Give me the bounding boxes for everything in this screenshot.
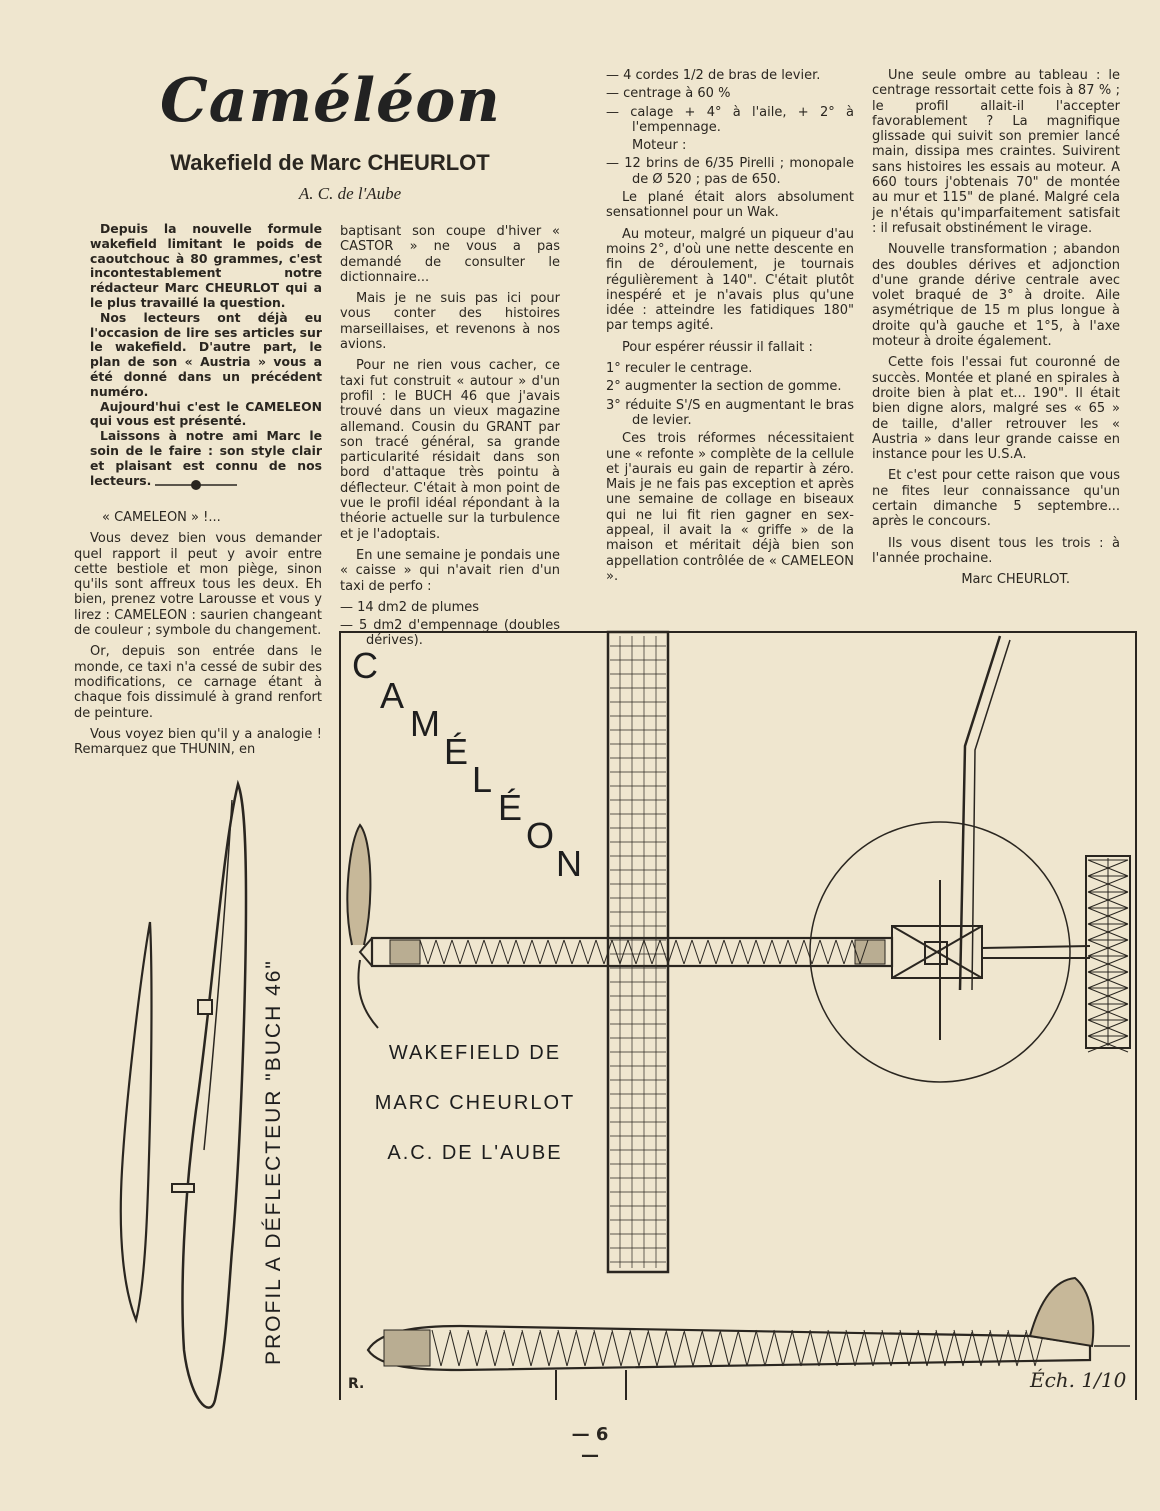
paragraph: baptisant son coupe d'hiver « CASTOR » ne vous a pas demandé de consulter le dictionnaire...	[340, 224, 560, 285]
paragraph: Au moteur, malgré un piqueur d'au moins 2°, d'où une nette descente en fin de déroulement, je tournais régulièrement à 140". C'était plutôt inespéré et je n'avais plus qu'une idée : atteindre les fatidiques 180" par temps agité.	[606, 226, 854, 334]
plan-caption-line-3: A.C. DE L'AUBE	[387, 1142, 563, 1164]
paragraph: Cette fois l'essai fut couronné de succès. Montée et plané en spirales à droite bien à plat et... 190". Il était bien digne alors, malgré ses « 65 » de taille, d'aller retrouver les « Austria » dans leur grande caisse en instance pour les U.S.A.	[872, 355, 1120, 463]
airfoil-small	[121, 922, 152, 1320]
paragraph: Ils vous disent tous les trois : à l'année prochaine.	[872, 535, 1120, 566]
paragraph: En une semaine je pondais une « caisse » qui n'avait rien d'un taxi de perfo :	[340, 547, 560, 594]
page-number: — 6 —	[571, 1424, 609, 1466]
paragraph: Pour ne rien vous cacher, ce taxi fut construit « autour » d'un profil : le BUCH 46 que j'avais trouvé dans un vieux magazine allemand. Cousin du GRANT par son tracé général, sa grande particularité résidait dans son bord d'attaque très pointu à déflecteur. C'était à mon point de vue le profil idéal répondant à la théorie actuelle sur la turbulence et je l'adoptais.	[340, 358, 560, 542]
plan-caption-line-2: MARC CHEURLOT	[374, 1092, 576, 1114]
paragraph: « CAMELEON » !...	[102, 510, 221, 525]
paragraph: Une seule ombre au tableau : le centrage ressortait cette fois à 87 % ; le profil allait-il l'accepter favorablement ? La magnifique glissade qui suivit son premier lancé main, dissipa mes craintes. Suivirent sans histoires les essais au moteur. A 660 tours j'obtenais 70" de montée au mur et 115" de plané. Malgré cela je n'étais qu'imparfaitement satisfait : il refusait obstinément le virage.	[872, 68, 1120, 236]
spec-item: — centrage à 60 %	[606, 86, 731, 102]
drafter-initials: R.	[348, 1376, 365, 1392]
paragraph: Or, depuis son entrée dans le monde, ce taxi n'a cessé de subir des modifications, ce carnage étant à chaque fois dissimulé à grand renfort de peinture.	[74, 644, 322, 721]
article-subtitle: Wakefield de Marc CHEURLOT	[170, 150, 490, 175]
club-line: A. C. de l'Aube	[298, 184, 402, 203]
step-item: 2° augmenter la section de gomme.	[606, 379, 842, 395]
plan-title-letter: O	[526, 815, 555, 856]
spec-item: — 12 brins de 6/35 Pirelli ; monopale de Ø 520 ; pas de 650.	[606, 156, 854, 187]
article-title: Caméléon	[160, 66, 501, 136]
paragraph: Mais je ne suis pas ici pour vous conter des histoires marseillaises, et revenons à nos avions.	[340, 291, 560, 353]
plan-title-letter: M	[410, 703, 440, 744]
spec-item: — 4 cordes 1/2 de bras de levier.	[606, 68, 821, 83]
airfoil-large	[183, 784, 247, 1408]
fin	[1030, 1278, 1093, 1346]
plan-title-letter: É	[498, 787, 523, 828]
intro-paragraph: Nos lecteurs ont déjà eu l'occasion de lire ses articles sur le wakefield. D'autre part, le plan de son « Austria » vous a été donné dans un précédent numéro.	[90, 309, 322, 399]
wing-top-view	[608, 632, 668, 1272]
paragraph: Le plané était alors absolument sensationnel pour un Wak.	[606, 190, 854, 221]
spec-heading: Moteur :	[632, 138, 687, 154]
paragraph: Nouvelle transformation ; abandon des doubles dérives et adjonction d'une grande dérive centrale avec volet braqué de 3° à droite. Aile asymétrique de 15 m plus longue à droite qu'à gauche et 1°5, à l'axe moteur à droite également.	[872, 242, 1120, 350]
paragraph: Vous devez bien vous demander quel rapport il peut y avoir entre cette bestiole et mon piège, sinon qu'ils sont affreux tous les deux. Eh bien, prenez votre Larousse et vous y lirez : CAMELEON : saurien changeant de couleur ; symbole du changement.	[74, 531, 322, 639]
plan-title	[352, 645, 602, 885]
plan-title-letter: A	[380, 675, 405, 716]
intro-paragraph: Aujourd'hui c'est le CAMELEON qui vous est présenté.	[90, 398, 322, 429]
paragraph: Ces trois réformes nécessitaient une « refonte » complète de la cellule et j'aurais eu gain de repartir à zéro. Mais je ne fais pas exception et après une semaine de collage en biseaux qui ne lui fit rien gagner en sex-appeal, il avait la « griffe » de la maison et méritait déjà bien son appellation contrôlée de « CAMELEON ».	[606, 431, 854, 584]
paragraph: Et c'est pour cette raison que vous ne fites leur connaissance qu'un certain dimanche 5 septembre... après le concours.	[872, 468, 1120, 530]
plan-title-letter: C	[352, 645, 378, 686]
signature: Marc CHEURLOT.	[961, 572, 1070, 588]
intro-paragraph: Laissons à notre ami Marc le soin de le faire : son style clair et plaisant est connu de nos lecteurs.	[90, 428, 322, 488]
intro-paragraph: Depuis la nouvelle formule wakefield limitant le poids de caoutchouc à 80 grammes, c'est incontestablement notre rédacteur Marc CHEURLOT qui a le plus travaillé la question.	[90, 221, 322, 310]
spec-item: — 14 dm2 de plumes	[340, 599, 480, 615]
spec-item: — calage + 4° à l'aile, + 2° à l'empennage.	[606, 104, 854, 135]
step-item: 1° reculer le centrage.	[606, 361, 753, 377]
step-item: 3° réduite S'/S en augmentant le bras de levier.	[606, 397, 854, 428]
plan-title-letter: N	[556, 843, 582, 884]
plan-title-letter: É	[444, 731, 469, 772]
plan-caption-line-1: WAKEFIELD DE	[388, 1042, 562, 1064]
spec-item: — 5 dm2 d'empennage (doubles dérives).	[340, 618, 560, 649]
paragraph: Pour espérer réussir il fallait :	[622, 339, 813, 355]
plan-title-letter: L	[472, 759, 493, 800]
paragraph: Vous voyez bien qu'il y a analogie ! Remarquez que THUNIN, en	[74, 726, 322, 758]
scale-label: Éch. 1/10	[1030, 1368, 1127, 1392]
profile-label: PROFIL A DÉFLECTEUR "BUCH 46"	[262, 959, 285, 1365]
